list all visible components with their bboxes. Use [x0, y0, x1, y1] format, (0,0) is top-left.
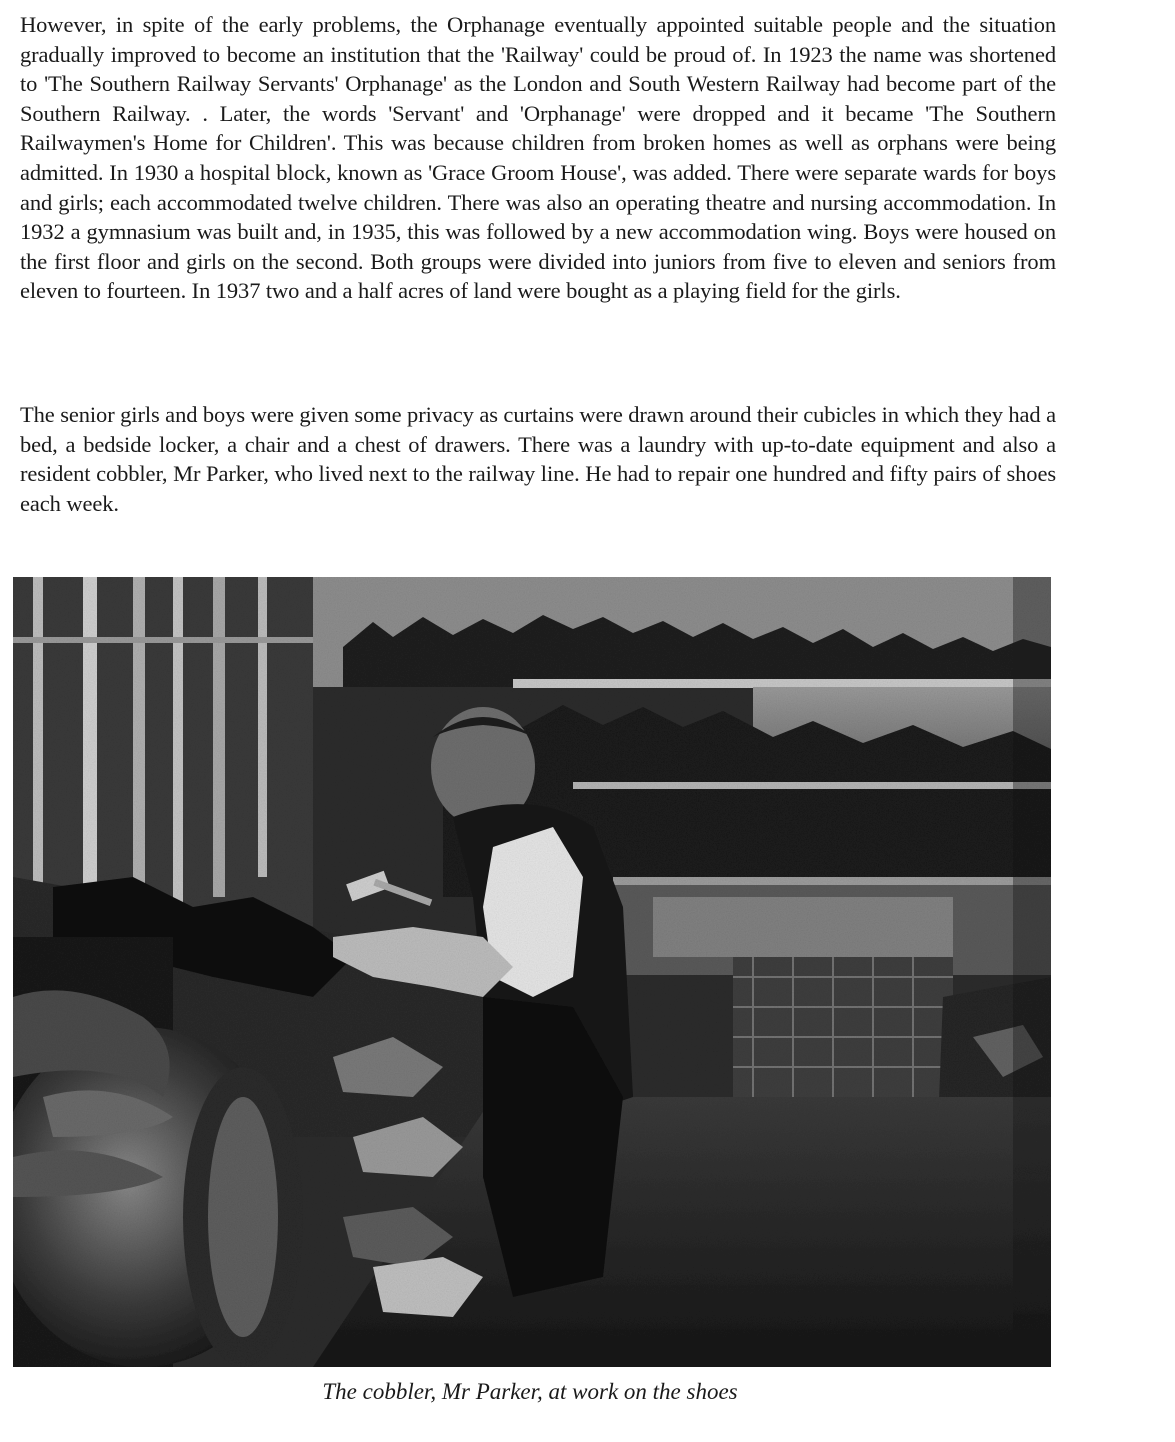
- cobbler-photograph: [13, 577, 1051, 1367]
- body-paragraph-2: The senior girls and boys were given some privacy as curtains were drawn around their cubicles in which they had a bed, a bedside locker, a chair and a chest of drawers. There was a laundry with up-to-date equipment and also a resident cobbler, Mr Parker, who lived next to the railway line. He had to repair one hundred and fifty pairs of shoes each week.: [20, 402, 1056, 516]
- body-paragraph-1: However, in spite of the early problems, the Orphanage eventually appointed suitable people and the situation gradually improved to become an institution that the 'Railway' could be proud of. In 1923 the name was shortened to 'The Southern Railway Servants' Orphanage' as the London and South Western Railway had become part of the Southern Railway. . Later, the words 'Servant' and 'Orphanage' were dropped and it became 'The Southern Railwaymen's Home for Children'. This was because children from broken homes as well as orphans were being admitted. In 1930 a hospital block, known as 'Grace Groom House', was added. There were separate wards for boys and girls; each accommodated twelve children. There was also an operating theatre and nursing accommodation. In 1932 a gymnasium was built and, in 1935, this was followed by a new accommodation wing. Boys were housed on the first floor and girls on the second. Both groups were divided into juniors from five to eleven and seniors from eleven to fourteen. In 1937 two and a half acres of land were bought as a playing field for the girls.: [20, 12, 1056, 304]
- photo-caption: The cobbler, Mr Parker, at work on the shoes: [322, 1379, 738, 1404]
